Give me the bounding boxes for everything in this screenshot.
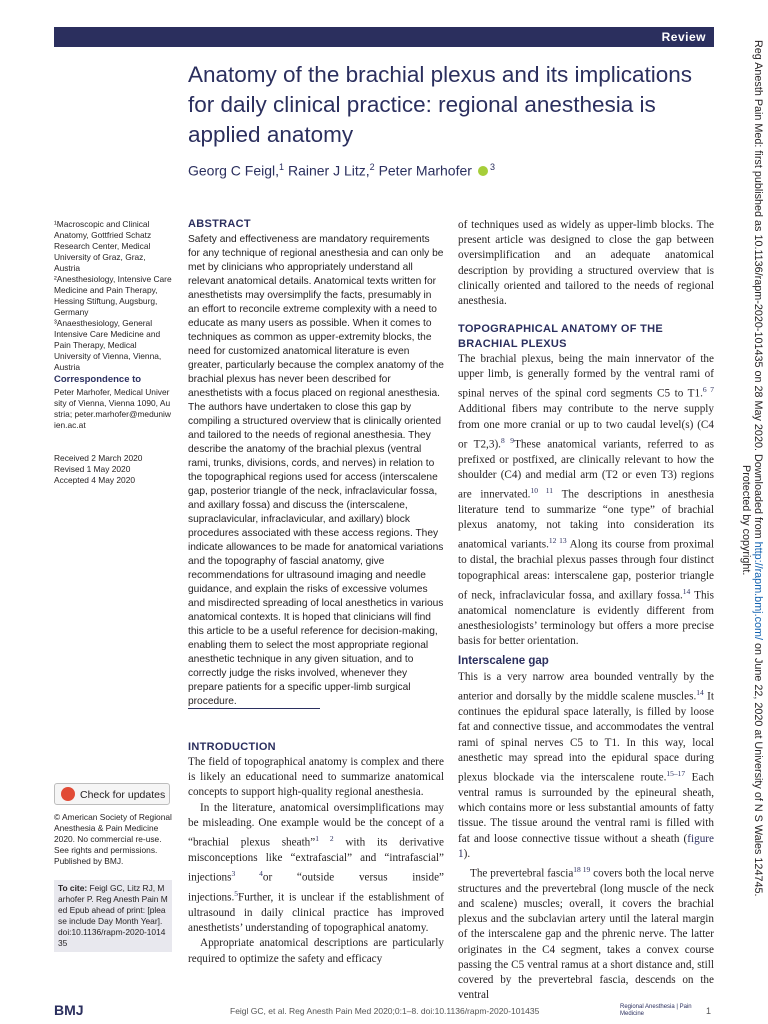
watermark-text-b: on June 22, 2020 at University of N S Wales 124745. xyxy=(752,639,764,897)
watermark-line-2: Protected by copyright. xyxy=(740,464,752,576)
citation-5[interactable]: 5 xyxy=(234,889,239,899)
watermark-text-a: Reg Anesth Pain Med: first published as 10.1136/rapm-2020-101435 on 28 May 2020. Downloaded from xyxy=(752,40,764,542)
author-2[interactable]: Rainer J Litz, xyxy=(287,162,370,179)
topo-text-4: The descriptions in anesthesia literature tend to summarize “one type” of brachial plexus anatomy, not taking into consideration its anatomical variants. xyxy=(458,488,714,552)
topographical-heading: TOPOGRAPHICAL ANATOMY OF THE BRACHIAL PLEXUS xyxy=(458,323,663,350)
inter-text-4: ). xyxy=(463,847,471,860)
correspondence xyxy=(54,374,172,431)
author-2-affil: 2 xyxy=(369,162,375,172)
date-revised: Revised 1 May 2020 xyxy=(54,464,131,474)
citation-8-9[interactable]: 8 9 xyxy=(500,435,515,445)
inter-text-3: Each ventral ramus is surrounded by the epineural sheath, which contains more or less substantial amounts of fatty tissue. The tissue around the ventral rami is filled with fat and loose connective tissue without a sheath ( xyxy=(458,771,714,845)
bmj-logo: BMJ xyxy=(54,1002,84,1018)
page-number: 1 xyxy=(706,1006,712,1016)
to-cite-head: To cite: xyxy=(58,883,88,893)
download-watermark xyxy=(740,40,764,1000)
inter-text-5: The prevertebral fascia xyxy=(470,867,574,880)
to-cite-body: Feigl GC, Litz RJ, Marhofer P. Reg Anesth Pain Med Epub ahead of print: [please include Day Month Year]. doi:10.1136/rapm-2020-101435 xyxy=(58,883,168,948)
interscalene-p2 xyxy=(458,862,714,1004)
interscalene-p1 xyxy=(458,670,714,862)
author-1[interactable]: Georg C Feigl, xyxy=(188,162,280,179)
intro-p2-text-a: In the literature, anatomical oversimplifications may be misleading. One example would be the concept of a “brachial plexus sheath” xyxy=(188,801,444,849)
author-3[interactable]: Peter Marhofer xyxy=(378,162,472,179)
check-updates-label: Check for updates xyxy=(80,789,166,801)
section-label: Review xyxy=(661,30,706,44)
citation-15-17[interactable]: 15–17 xyxy=(666,768,686,778)
correspondence-body: Peter Marhofer, Medical University of Vienna, Vienna 1090, Austria; peter.marhofer@meduniwien.ac.at xyxy=(54,387,171,430)
author-1-affil: 1 xyxy=(279,162,285,172)
author-list xyxy=(188,162,708,179)
topo-text-2: Additional fibers may contribute to the nerve supply from one more cranial or up to two caudal level(s) (C4 or T2,3). xyxy=(458,403,714,451)
section-banner xyxy=(54,27,714,47)
intro-heading: INTRODUCTION xyxy=(188,741,276,753)
copyright-text: © American Society of Regional Anesthesia & Pain Medicine 2020. No commercial re-use. See rights and permissions. Published by BMJ. xyxy=(54,812,172,866)
check-for-updates-button[interactable] xyxy=(54,783,170,805)
author-3-affil: 3 xyxy=(489,162,495,172)
intro-p2-text-d: Further, it is unclear if the establishment of ultrasound in daily clinical practice has improved anesthetists’ understanding of topographical anatomy. xyxy=(188,891,444,935)
intro-p2-text-b: with its derivative misconceptions like “extrafascial” and “intrafascial” injections xyxy=(188,836,445,884)
inter-text-6: covers both the local nerve structures and the prevertebral (long muscle of the neck and scalene) muscles; overall, it covers the brachial plexus and the subclavian artery until the lateral margin of the interscalene gap and the phrenic nerve. The latter originates in the C4 segment, takes a convex course passing the C5 ventral ramus at a short distance and, still covered by the prevertebral fascia, descends on the ventral xyxy=(458,867,715,1002)
affiliations xyxy=(54,219,172,373)
abstract-divider xyxy=(188,708,320,709)
affiliation-3: ³Anaesthesiology, General Intensive Care Medicine and Pain Therapy, Medical University of Vienna, Vienna, Austria xyxy=(54,318,162,372)
correspondence-head: Correspondence to xyxy=(54,374,142,385)
article-dates xyxy=(54,453,172,486)
abstract-text: Safety and effectiveness are mandatory requirements for any technique of regional anesthesia and can only be met by clinicians who appropriately understand all relevant anatomical details. Anatomical texts written for anesthetists may oversimplify the facts, presumably in an effort to reconcile extreme complexity with a need to educate as many users as possible. When it comes to techniques as common as upper-extremity blocks, the need for customized anatomical literature is even greater, particularly because the complex anatomy of the brachial plexus has never been described for anesthetists with a focus placed on regional anesthesia. The authors have undertaken to close this gap by compiling a structured overview that is clinically oriented and tailored to the needs of regional anesthesia. They describe the anatomy of the brachial plexus (ventral rami, trunks, divisions, cords, and nerves) in relation to the topographical regions used for access (interscalene gap, posterior triangle of the neck, infraclavicular fossa, and axillary fossa) and discuss the (interscalene, supraclavicular, infraclavicular, and axillary) block procedures associated with these access regions. They indicate allowances to be made for anatomical variations and the topography of fascial anatomy, give recommendations for ultrasound imaging and needle guidance, and explain the risks of excessive volumes and misdirected spreading of local anesthetics in various anatomical contexts. It is hoped that clinicians will find this article to be a useful reference for decision-making, enabling them to select the most appropriate regional anesthetic technique in any given situation, and to correctly judge the risks involved, whenever they prepare patients for a specific upper-limb surgical procedure. xyxy=(188,234,444,707)
article-title: Anatomy of the brachial plexus and its implications for daily clinical practice: regional anesthesia is applied anatomy xyxy=(188,62,693,147)
figure-1-link[interactable]: figure 1 xyxy=(458,832,714,860)
citation-6-7[interactable]: 6 7 xyxy=(702,385,715,395)
journal-logo: Regional Anesthesia | Pain Medicine xyxy=(620,1004,692,1017)
abstract-continuation: of techniques used as widely as upper-limb blocks. The present article was designed to close the gap between oversimplification and an adequate anatomical description by providing a structured overview that is clinically oriented and tailored to the needs of regional anesthesia. xyxy=(458,219,714,308)
to-cite-box xyxy=(54,880,172,952)
footer-citation: Feigl GC, et al. Reg Anesth Pain Med 2020;0:1–8. doi:10.1136/rapm-2020-101435 xyxy=(230,1006,540,1016)
inter-text-1: This is a very narrow area bounded ventrally by the anterior and dorsally by the middle scalene muscles. xyxy=(458,671,714,703)
citation-18-19[interactable]: 18 19 xyxy=(573,864,591,874)
abstract-heading: ABSTRACT xyxy=(188,218,251,230)
journal-url-link[interactable]: http://rapm.bmj.com/ xyxy=(752,541,764,640)
topo-text-3: These anatomical variants, referred to as prefixed or postfixed, are clinically relevant to how the shoulder (C4) and medial arm (T2 or even T3) regions are innervated. xyxy=(458,438,714,501)
citation-12-13[interactable]: 12 13 xyxy=(548,536,567,546)
topo-text-6: This anatomical nomenclature is evidently different from anesthesiologists’ terminology but offers a more precise basis for better orientation. xyxy=(458,589,715,648)
interscalene-heading: Interscalene gap xyxy=(458,655,549,667)
inter-text-2: It continues the epidural space laterally, is filled by loose fat and connective tissue, and accommodates the ventral rami of spinal nerves C5 to T1. In this way, local anesthetic may spread into the epidural space during plexus blockade via the interscalene route. xyxy=(458,690,714,784)
citation-1-2[interactable]: 1 2 xyxy=(315,834,334,844)
intro-p3: Appropriate anatomical descriptions are particularly required to optimize the safety and efficacy xyxy=(188,937,444,965)
topo-text-1: The brachial plexus, being the main innervator of the upper limb, is generally formed by the ventral rami of spinal nerves of the spinal cord segments C5 to T1. xyxy=(458,353,714,401)
intro-body xyxy=(188,755,444,967)
intro-p2-text-c: or “outside versus inside” injections. xyxy=(188,871,444,904)
affiliation-2: ²Anesthesiology, Intensive Care Medicine and Pain Therapy, Hessing Stiftung, Augsburg, Germany xyxy=(54,274,172,317)
citation-10-11[interactable]: 10 11 xyxy=(530,486,554,496)
interscalene-body xyxy=(458,670,714,1003)
topo-text-5: Along its course from proximal to distal, the brachial plexus passes through four distinct topographical areas: interscalene gap, posterior triangle of neck, infraclavicular fossa, and axillary fossa. xyxy=(458,539,714,602)
citation-14b[interactable]: 14 xyxy=(696,688,704,698)
date-accepted: Accepted 4 May 2020 xyxy=(54,475,136,485)
affiliation-1: ¹Macroscopic and Clinical Anatomy, Gottfried Schatz Research Center, Medical University of Graz, Graz, Austria xyxy=(54,219,152,273)
check-updates-icon xyxy=(61,787,75,801)
citation-3-4[interactable]: 3 4 xyxy=(231,869,263,879)
intro-p2 xyxy=(188,801,444,937)
watermark-line-1 xyxy=(752,40,764,1000)
citation-14[interactable]: 14 xyxy=(682,586,691,596)
date-received: Received 2 March 2020 xyxy=(54,453,143,463)
topographical-body xyxy=(458,352,714,649)
orcid-icon[interactable] xyxy=(478,166,488,176)
copyright-notice xyxy=(54,812,172,867)
intro-p1: The field of topographical anatomy is complex and there is likely an educational need to summarize anatomical concepts to support high-quality regional anesthesia. xyxy=(188,756,444,799)
